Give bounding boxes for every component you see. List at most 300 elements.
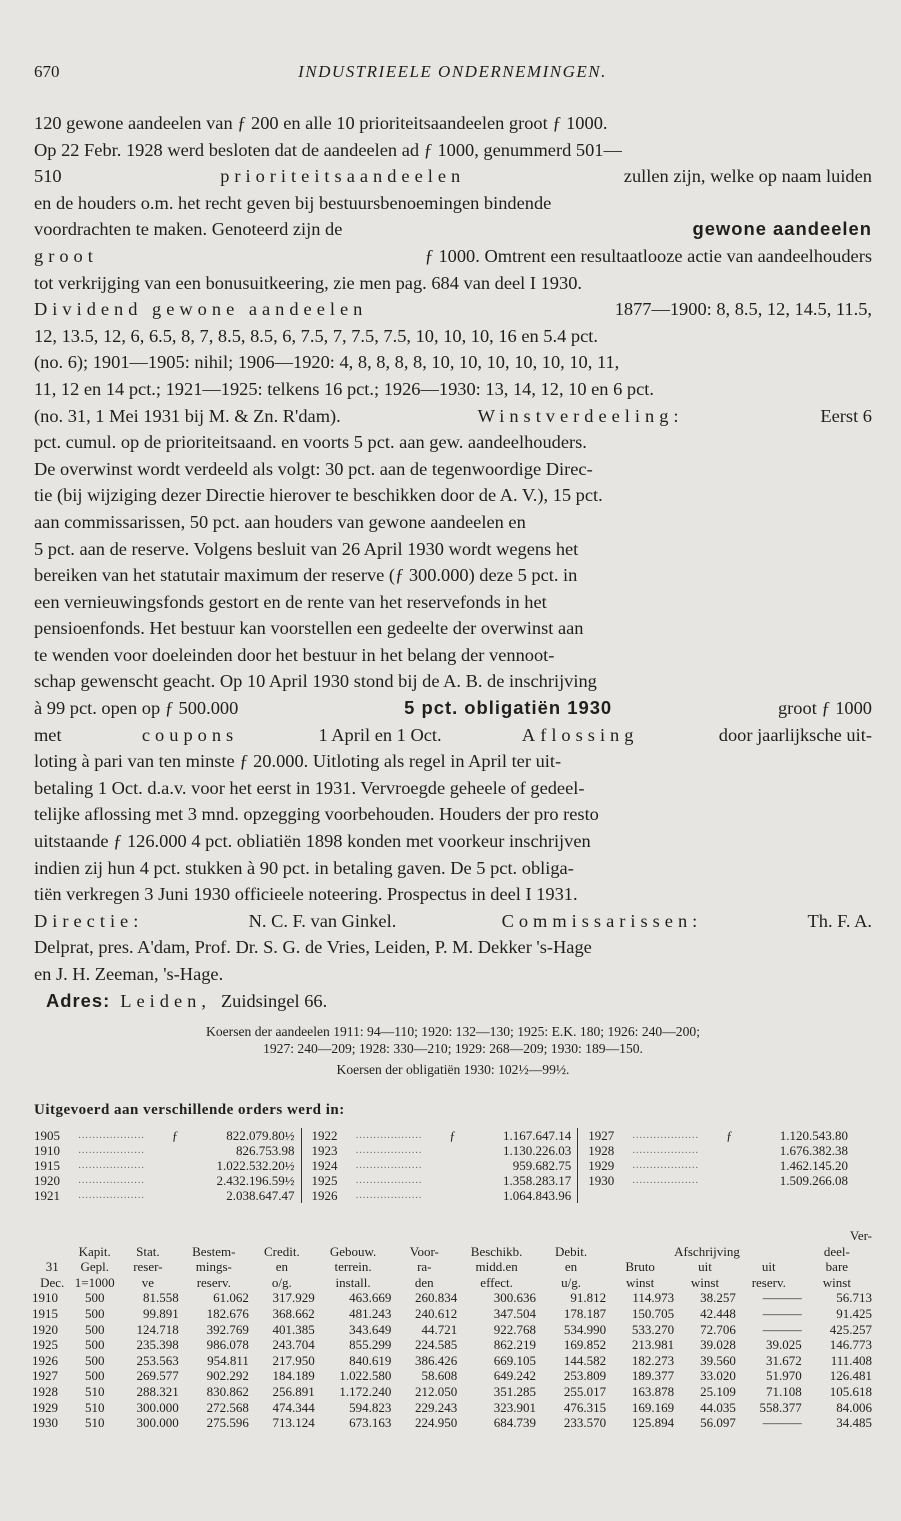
year-cell: 1928 (588, 1143, 615, 1158)
text-segment: 12, 13.5, 12, 6, 6.5, 8, 7, 8.5, 8.5, 6, 7.5, 7, 7.5, 7.5, 10, 10, 10, 16 en 5.4 pct. (34, 325, 598, 346)
value-cell: 954.811 (207, 1352, 249, 1368)
value-cell: 902.292 (206, 1368, 249, 1384)
value-cell: 534.990 (563, 1321, 607, 1337)
value-cell: 253.809 (563, 1368, 607, 1384)
header-cell: winst (822, 1274, 851, 1290)
financial-row (32, 1400, 872, 1416)
currency-cell: ƒ (726, 1128, 733, 1143)
text-segment: een vernieuwingsfonds gestort en de rente van het reservefonds in het (34, 591, 547, 612)
text-line (34, 243, 872, 270)
uitgevoerd-title: Uitgevoerd aan verschillende orders werd in: (34, 1102, 345, 1118)
year-cell: 1910 (34, 1143, 60, 1158)
value-cell: 830.862 (206, 1383, 249, 1399)
value-cell: 144.582 (563, 1352, 607, 1368)
amount-cell: 822.079.80½ (185, 1128, 301, 1143)
leader-dots: ................... (355, 1175, 423, 1186)
financial-row (32, 1415, 872, 1431)
header-cell: en (564, 1259, 578, 1275)
header-cell: 1=1000 (74, 1274, 115, 1290)
financial-header-row (32, 1275, 872, 1291)
amount-cell: 1.167.647.14 (463, 1128, 578, 1143)
text-line (34, 589, 872, 616)
text-segment: telijke aflossing met 3 mnd. opzegging voorbehouden. Houders der pro resto (34, 804, 599, 825)
value-cell: 229.243 (415, 1399, 458, 1415)
header-cell: Ver- (849, 1228, 872, 1243)
text-segment: voordrachten te maken. Genoteerd zijn de (34, 219, 343, 240)
value-cell: 212.050 (415, 1383, 458, 1399)
value-cell: 91.425 (836, 1305, 872, 1321)
value-cell: 481.243 (349, 1305, 392, 1321)
amount-cell: 1.509.266.08 (779, 1173, 848, 1188)
currency-cell (449, 1188, 462, 1203)
financial-row (32, 1290, 872, 1306)
year-cell: 1910 (32, 1290, 58, 1306)
header-cell: uit (761, 1259, 776, 1275)
header-cell (391, 1228, 457, 1244)
header-cell: mings- (195, 1259, 232, 1275)
text-line (34, 296, 872, 323)
header-cell: Gepl. (80, 1259, 109, 1275)
text-segment: tot verkrijging van een bonusuitkeering, zie men pag. 684 van deel I 1930. (34, 272, 582, 293)
value-cell: 189.377 (631, 1368, 675, 1384)
koersen-aandeelen-line2: 1927: 240—209; 1928: 330—210; 1929: 268—209; 1930: 189—150. (263, 1041, 643, 1056)
value-cell: 184.189 (272, 1368, 315, 1384)
text-line (34, 163, 872, 190)
currency-cell (172, 1158, 185, 1173)
header-cell: winst (626, 1274, 655, 1290)
value-cell: 510 (84, 1415, 105, 1431)
header-cell (249, 1228, 315, 1244)
text-segment: en J. H. Zeeman, 's-Hage. (34, 964, 224, 984)
financial-row (32, 1368, 872, 1384)
text-segment: 120 gewone aandeelen van ƒ 200 en alle 10 prioriteitsaandeelen groot ƒ 1000. (34, 113, 608, 133)
header-cell (457, 1228, 536, 1244)
text-segment: Th. F. A. (807, 910, 872, 931)
header-cell (32, 1228, 72, 1244)
amount-cell: 959.682.75 (463, 1158, 578, 1173)
text-line (34, 270, 872, 297)
page-header (30, 62, 875, 86)
text-line (34, 349, 872, 376)
text-segment: tiën verkregen 3 Juni 1930 officieele noteering. Prospectus in deel I 1931. (34, 884, 578, 905)
value-cell: 125.894 (631, 1415, 675, 1431)
header-cell: winst (690, 1274, 720, 1290)
value-cell: 99.891 (142, 1305, 179, 1321)
value-cell: ——— (762, 1290, 802, 1306)
header-cell: Dec. (40, 1274, 65, 1290)
financial-header-row (32, 1259, 872, 1275)
text-line (34, 775, 872, 802)
currency-cell (172, 1143, 185, 1158)
value-cell: 33.020 (700, 1368, 736, 1384)
text-line (34, 615, 872, 642)
text-line (34, 323, 872, 350)
text-segment: aan commissarissen, 50 pct. aan houders van gewone aandeelen en (34, 511, 526, 532)
value-cell: 300.000 (136, 1399, 179, 1415)
currency-cell (172, 1188, 185, 1203)
value-cell: 558.377 (759, 1399, 802, 1415)
header-cell (536, 1228, 606, 1244)
value-cell: 317.929 (272, 1290, 315, 1306)
value-cell: 272.568 (206, 1399, 249, 1415)
value-cell: 44.721 (421, 1321, 458, 1337)
koersen-block (34, 1023, 872, 1078)
financial-row (32, 1353, 872, 1369)
text-segment: door jaarlijksche uit- (718, 724, 872, 745)
value-cell: 235.398 (136, 1337, 179, 1353)
year-cell: 1925 (311, 1173, 338, 1188)
header-cell (117, 1228, 179, 1244)
text-line (34, 216, 872, 243)
value-cell: 669.105 (493, 1352, 536, 1368)
text-segment: 11, 12 en 14 pct.; 1921—1925: telkens 16 pct.; 1926—1930: 13, 14, 12, 10 en 6 pct. (34, 378, 654, 399)
header-cell: deel- (823, 1243, 850, 1259)
text-line (34, 828, 872, 855)
value-cell: 425.257 (829, 1321, 872, 1337)
value-cell: 343.649 (349, 1321, 392, 1337)
value-cell: 533.270 (631, 1321, 675, 1337)
text-segment: ƒ 1000. Omtrent een resultaatlooze actie van aandeelhouders (424, 245, 872, 266)
value-cell: 56.097 (700, 1415, 736, 1431)
text-segment: N. C. F. van Ginkel. (248, 910, 397, 931)
financial-row (32, 1337, 872, 1353)
text-segment: Winstverdeeling: (477, 405, 684, 426)
text-segment: 510 (34, 166, 62, 187)
text-line (34, 748, 872, 775)
value-cell: 253.563 (136, 1352, 179, 1368)
text-line (34, 961, 872, 988)
text-segment: pensioenfonds. Het bestuur kan voorstellen een gedeelte der overwinst aan (34, 618, 584, 639)
value-cell: 124.718 (136, 1321, 179, 1337)
text-segment: De overwinst wordt verdeeld als volgt: 30 pct. aan de tegenwoordige Direc- (34, 458, 593, 479)
header-cell (736, 1244, 802, 1260)
text-line (34, 722, 872, 749)
header-cell (315, 1228, 392, 1244)
value-cell: 351.285 (493, 1383, 536, 1399)
header-cell: ra- (417, 1259, 432, 1275)
value-cell: 178.187 (563, 1305, 607, 1321)
amount-cell: 1.462.145.20 (779, 1158, 848, 1173)
text-segment: (no. 31, 1 Mei 1931 bij M. & Zn. R'dam). (34, 405, 341, 426)
text-line (34, 668, 872, 695)
year-cell: 1920 (32, 1321, 58, 1337)
year-cell: 1928 (32, 1383, 58, 1399)
leader-dots: ................... (632, 1160, 700, 1171)
text-segment: uitstaande ƒ 126.000 4 pct. obliatiën 1898 konden met voorkeur inschrijven (34, 831, 591, 852)
header-cell: Kapit. (78, 1243, 111, 1259)
year-cell: 1920 (34, 1173, 60, 1188)
value-cell: 38.257 (700, 1290, 736, 1306)
year-cell: 1921 (34, 1188, 60, 1203)
value-cell: 81.558 (142, 1290, 179, 1306)
value-cell: 323.901 (493, 1399, 536, 1415)
text-segment: à 99 pct. open op ƒ 500.000 (34, 698, 239, 719)
text-line (34, 137, 872, 164)
value-cell: 150.705 (631, 1305, 675, 1321)
value-cell: 476.315 (563, 1399, 607, 1415)
header-cell: Voor- (409, 1243, 439, 1259)
value-cell: 51.970 (765, 1368, 802, 1384)
leader-dots (633, 1188, 727, 1203)
text-line (34, 509, 872, 536)
text-line (34, 429, 872, 456)
value-cell: 240.612 (415, 1305, 458, 1321)
text-segment: indien zij hun 4 pct. stukken à 90 pct. in betaling gaven. De 5 pct. obliga- (34, 857, 574, 878)
text-segment: (no. 6); 1901—1905: nihil; 1906—1920: 4, 8, 8, 8, 8, 10, 10, 10, 10, 10, 10, 11, (34, 352, 620, 373)
text-line (34, 855, 872, 882)
text-segment: te wenden voor doeleinden door het bestuur in het belang der vennoot- (34, 644, 555, 665)
text-line (34, 642, 872, 669)
header-cell: midd.en (475, 1259, 518, 1275)
value-cell: 300.000 (136, 1415, 179, 1431)
leader-dots: ................... (78, 1145, 145, 1156)
value-cell: 58.608 (421, 1368, 458, 1384)
header-cell: Beschikb. (470, 1243, 523, 1259)
text-line (34, 536, 872, 563)
text-segment: met (34, 724, 62, 745)
currency-cell (726, 1143, 739, 1158)
value-cell: 163.878 (631, 1383, 675, 1399)
year-cell: 1926 (311, 1188, 338, 1203)
value-cell: 684.739 (493, 1415, 536, 1431)
text-segment: 1877—1900: 8, 8.5, 12, 14.5, 11.5, (614, 299, 872, 320)
text-line (34, 190, 872, 217)
value-cell: 510 (84, 1383, 105, 1399)
running-title: INDUSTRIEELE ONDERNEMINGEN. (298, 62, 607, 81)
financial-row (32, 1322, 872, 1338)
value-cell: 986.078 (206, 1337, 249, 1353)
value-cell: 649.242 (493, 1368, 536, 1384)
financial-row (32, 1306, 872, 1322)
header-cell (606, 1228, 674, 1244)
body-text (34, 110, 872, 1014)
value-cell: 25.109 (700, 1383, 736, 1399)
year-cell: 1922 (311, 1128, 338, 1143)
uitgevoerd-row (34, 1173, 854, 1188)
text-segment: Eerst 6 (820, 405, 872, 426)
header-cell: Debit. (554, 1243, 588, 1259)
amount-cell: 1.120.543.80 (779, 1128, 848, 1143)
leader-dots: ................... (78, 1190, 145, 1201)
leader-dots: ................... (78, 1160, 145, 1171)
text-segment: gewone aandeelen (692, 218, 872, 240)
financial-table (32, 1228, 872, 1431)
text-segment: Adres: (46, 989, 111, 1011)
value-cell: 256.891 (272, 1383, 315, 1399)
value-cell: 56.713 (836, 1290, 872, 1306)
text-segment: loting à pari van ten minste ƒ 20.000. Uitloting als regel in April ter uit- (34, 751, 562, 772)
header-cell: Credit. (263, 1243, 300, 1259)
header-cell (72, 1228, 117, 1244)
amount-cell: 2.038.647.47 (185, 1188, 301, 1203)
value-cell: 862.219 (493, 1337, 536, 1353)
header-cell (674, 1228, 736, 1244)
text-segment: Commissarissen: (501, 910, 703, 931)
value-cell: 510 (84, 1399, 105, 1415)
value-cell: 288.321 (136, 1383, 179, 1399)
leader-dots: ................... (355, 1145, 423, 1156)
value-cell: 72.706 (700, 1321, 736, 1337)
text-line (34, 562, 872, 589)
year-cell: 1925 (32, 1337, 58, 1353)
text-line (34, 934, 872, 961)
leader-dots: ................... (355, 1160, 423, 1171)
value-cell: 255.017 (563, 1383, 607, 1399)
text-segment: 5 pct. obligatiën 1930 (404, 697, 613, 719)
value-cell: 500 (84, 1368, 105, 1384)
text-segment: Aflossing (521, 724, 639, 745)
value-cell: 31.672 (765, 1352, 802, 1368)
header-cell: 31 (45, 1259, 59, 1275)
value-cell: 922.768 (493, 1321, 536, 1337)
year-cell: 1927 (32, 1368, 58, 1384)
year-cell: 1926 (32, 1352, 58, 1368)
value-cell: 44.035 (700, 1399, 736, 1415)
header-cell (179, 1228, 249, 1244)
text-segment: groot (34, 245, 98, 266)
uitgevoerd-row (34, 1128, 854, 1143)
value-cell: 500 (84, 1321, 105, 1337)
uitgevoerd-row (34, 1188, 854, 1203)
leader-dots: ................... (78, 1175, 145, 1186)
text-segment: Op 22 Febr. 1928 werd besloten dat de aandeelen ad ƒ 1000, genummerd 501— (34, 139, 622, 160)
header-cell: terrein. (334, 1259, 372, 1275)
header-cell: Bestem- (192, 1243, 236, 1259)
text-segment: Delprat, pres. A'dam, Prof. Dr. S. G. de Vries, Leiden, P. M. Dekker 's-Hage (34, 937, 592, 958)
value-cell: 594.823 (349, 1399, 392, 1415)
currency-cell: ƒ (449, 1128, 456, 1143)
uitgevoerd-row (34, 1143, 854, 1158)
value-cell: 217.950 (272, 1352, 315, 1368)
year-cell: 1915 (32, 1305, 58, 1321)
currency-cell (449, 1143, 462, 1158)
header-cell: o/g. (271, 1274, 292, 1290)
year-cell: 1915 (34, 1158, 60, 1173)
amount-cell: 1.022.532.20½ (185, 1158, 301, 1173)
value-cell: 855.299 (349, 1337, 392, 1353)
value-cell: 182.676 (206, 1305, 249, 1321)
value-cell: 42.448 (700, 1305, 736, 1321)
text-segment: schap gewenscht geacht. Op 10 April 1930 stond bij de A. B. de inschrijving (34, 671, 597, 692)
value-cell: 386.426 (415, 1352, 458, 1368)
page-number: 670 (34, 62, 60, 81)
text-line (34, 482, 872, 509)
year-cell: 1929 (32, 1399, 58, 1415)
text-line (34, 456, 872, 483)
header-cell: reserv. (196, 1274, 231, 1290)
text-line (34, 403, 872, 430)
header-cell: en (275, 1259, 288, 1275)
value-cell: 269.577 (136, 1368, 179, 1384)
value-cell: 275.596 (206, 1415, 249, 1431)
value-cell: 233.570 (563, 1415, 607, 1431)
year-cell: 1923 (311, 1143, 338, 1158)
value-cell: 260.834 (415, 1290, 458, 1306)
text-segment: 5 pct. aan de reserve. Volgens besluit van 26 April 1930 wordt wegens het (34, 538, 579, 559)
text-segment: en de houders o.m. het recht geven bij bestuursbenoemingen bindende (34, 192, 552, 213)
header-cell (32, 1244, 72, 1260)
header-cell: Afschrijving (674, 1243, 740, 1259)
header-cell (736, 1228, 802, 1244)
text-segment: Dividend gewone aandeelen (34, 299, 368, 320)
text-segment: bereiken van het statutair maximum der reserve (ƒ 300.000) deze 5 pct. in (34, 565, 578, 586)
value-cell: 105.618 (829, 1383, 872, 1399)
text-segment: prioriteitsaandeelen (220, 166, 466, 187)
value-cell: 474.344 (272, 1399, 315, 1415)
text-line (34, 110, 872, 137)
text-segment: zullen zijn, welke op naam luiden (623, 166, 872, 187)
value-cell: 39.560 (700, 1352, 736, 1368)
amount-cell (740, 1188, 855, 1203)
text-line (34, 881, 872, 908)
header-cell: effect. (480, 1274, 513, 1290)
value-cell: 61.062 (213, 1290, 249, 1306)
text-segment: Directie: (34, 910, 144, 931)
koersen-obligatien: Koersen der obligatiën 1930: 102½—99½. (336, 1062, 570, 1077)
year-cell: 1930 (32, 1415, 58, 1431)
header-cell: Stat. (136, 1243, 160, 1259)
currency-cell (172, 1173, 185, 1188)
leader-dots: ................... (632, 1145, 700, 1156)
amount-cell: 1.358.283.17 (463, 1173, 578, 1188)
value-cell: 114.973 (632, 1290, 675, 1306)
currency-cell (726, 1173, 739, 1188)
header-cell: ve (141, 1274, 155, 1290)
value-cell: 213.981 (631, 1337, 675, 1353)
value-cell: 224.950 (415, 1415, 458, 1431)
value-cell: 1.172.240 (339, 1383, 392, 1399)
currency-cell (449, 1173, 462, 1188)
header-cell: u/g. (561, 1274, 581, 1290)
year-cell (578, 1188, 633, 1203)
year-cell: 1924 (311, 1158, 338, 1173)
header-cell: uit (698, 1259, 712, 1275)
value-cell: 182.273 (631, 1352, 675, 1368)
text-segment: 1 April en 1 Oct. (318, 724, 442, 745)
leader-dots: ................... (632, 1175, 700, 1186)
value-cell: 243.704 (272, 1337, 315, 1353)
header-cell: den (414, 1274, 434, 1290)
value-cell: 500 (84, 1352, 105, 1368)
value-cell: 34.485 (836, 1415, 872, 1431)
financial-row (32, 1384, 872, 1400)
value-cell: 111.408 (830, 1352, 872, 1368)
value-cell: 500 (84, 1290, 105, 1306)
leader-dots: ................... (78, 1130, 145, 1141)
header-cell: bare (825, 1259, 849, 1275)
header-cell: Gebouw. (329, 1243, 377, 1259)
text-segment: tie (bij wijziging dezer Directie hierover te beschikken door de A. V.), 15 pct. (34, 485, 603, 506)
value-cell: 1.022.580 (339, 1368, 392, 1384)
currency-cell (726, 1188, 739, 1203)
currency-cell (726, 1158, 739, 1173)
year-cell: 1905 (34, 1128, 60, 1143)
value-cell: ——— (762, 1321, 802, 1337)
currency-cell (449, 1158, 462, 1173)
text-segment: pct. cumul. op de prioriteitsaand. en voorts 5 pct. aan gew. aandeelhouders. (34, 432, 587, 453)
text-line (34, 801, 872, 828)
value-cell: 300.636 (493, 1290, 536, 1306)
value-cell: 500 (84, 1305, 105, 1321)
value-cell: 126.481 (829, 1368, 872, 1384)
amount-cell: 1.130.226.03 (463, 1143, 578, 1158)
uitgevoerd-table (34, 1128, 872, 1203)
value-cell: 71.108 (765, 1383, 802, 1399)
year-cell: 1927 (588, 1128, 615, 1143)
leader-dots: ................... (355, 1130, 423, 1141)
value-cell: ——— (762, 1415, 802, 1431)
value-cell: 169.169 (631, 1399, 675, 1415)
